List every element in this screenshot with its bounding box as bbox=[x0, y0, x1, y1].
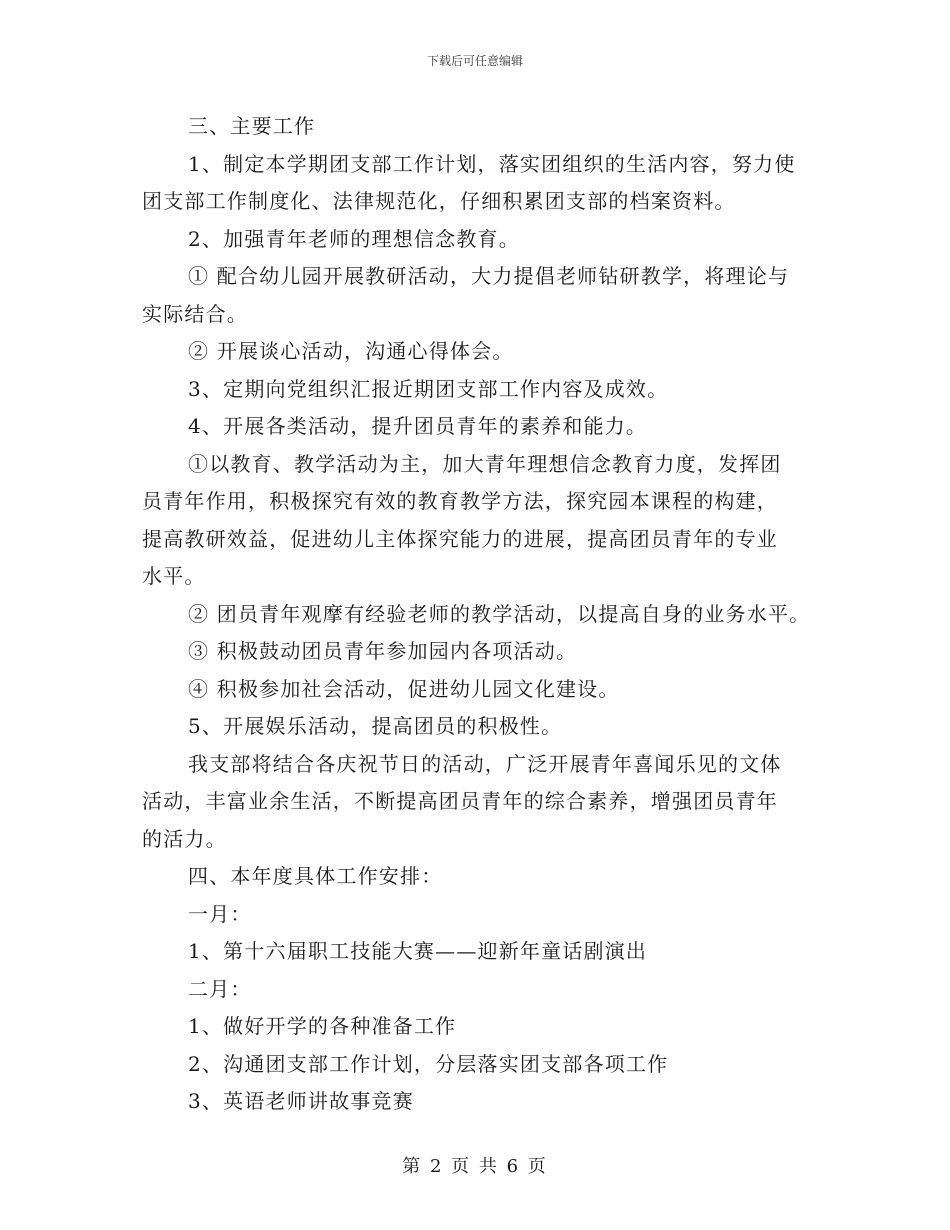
schedule-item: 1、做好开学的各种准备工作 bbox=[188, 1014, 457, 1038]
month-heading: 二月： bbox=[188, 976, 252, 1001]
paragraph-line: 1、制定本学期团支部工作计划，落实团组织的生活内容，努力使 bbox=[188, 151, 796, 176]
paragraph-line: 提高教研效益，促进幼儿主体探究能力的进展，提高团员青年的专业 bbox=[142, 526, 778, 551]
month-heading: 一月： bbox=[188, 901, 252, 926]
paragraph-line: 的活力。 bbox=[142, 826, 227, 851]
paragraph-line: ③ 积极鼓动团员青年参加园内各项活动。 bbox=[188, 639, 578, 663]
section-heading: 三、主要工作 bbox=[188, 114, 316, 138]
paragraph-line: ① 配合幼儿园开展教研活动，大力提倡老师钻研教学，将理论与 bbox=[188, 264, 790, 288]
paragraph-line: ② 开展谈心活动，沟通心得体会。 bbox=[188, 339, 514, 363]
paragraph-line: 我支部将结合各庆祝节日的活动，广泛开展青年喜闻乐见的文体 bbox=[188, 751, 782, 776]
paragraph-line: 活动，丰富业余生活，不断提高团员青年的综合素养，增强团员青年 bbox=[142, 789, 778, 813]
paragraph-line: 3、定期向党组织汇报近期团支部工作内容及成效。 bbox=[188, 376, 669, 401]
paragraph-line: 团支部工作制度化、法律规范化，仔细积累团支部的档案资料。 bbox=[142, 189, 736, 213]
paragraph-line: 4、开展各类活动，提升团员青年的素养和能力。 bbox=[188, 414, 648, 438]
paragraph-line: ② 团员青年观摩有经验老师的教学活动，以提高自身的业务水平。 bbox=[188, 601, 811, 626]
paragraph-line: 水平。 bbox=[142, 564, 206, 588]
schedule-item: 1、第十六届职工技能大赛——迎新年童话剧演出 bbox=[188, 939, 648, 963]
paragraph-line: 实际结合。 bbox=[142, 301, 248, 326]
section-heading: 四、本年度具体工作安排： bbox=[188, 864, 443, 888]
page-number: 第 2 页 共 6 页 bbox=[402, 1156, 548, 1177]
paragraph-line: 5、开展娱乐活动，提高团员的积极性。 bbox=[188, 714, 563, 738]
document-body bbox=[142, 108, 812, 1121]
paragraph-line: ①以教育、教学活动为主，加大青年理想信念教育力度，发挥团 bbox=[188, 451, 782, 476]
schedule-item: 3、英语老师讲故事竞赛 bbox=[188, 1089, 414, 1113]
paragraph-line: 2、加强青年老师的理想信念教育。 bbox=[188, 226, 520, 251]
page-header-note: 下载后可任意编辑 bbox=[426, 54, 523, 68]
paragraph-line: ④ 积极参加社会活动，促进幼儿园文化建设。 bbox=[188, 676, 620, 701]
paragraph-line: 员青年作用，积极探究有效的教育教学方法，探究园本课程的构建， bbox=[142, 489, 778, 513]
schedule-item: 2、沟通团支部工作计划，分层落实团支部各项工作 bbox=[188, 1051, 669, 1076]
